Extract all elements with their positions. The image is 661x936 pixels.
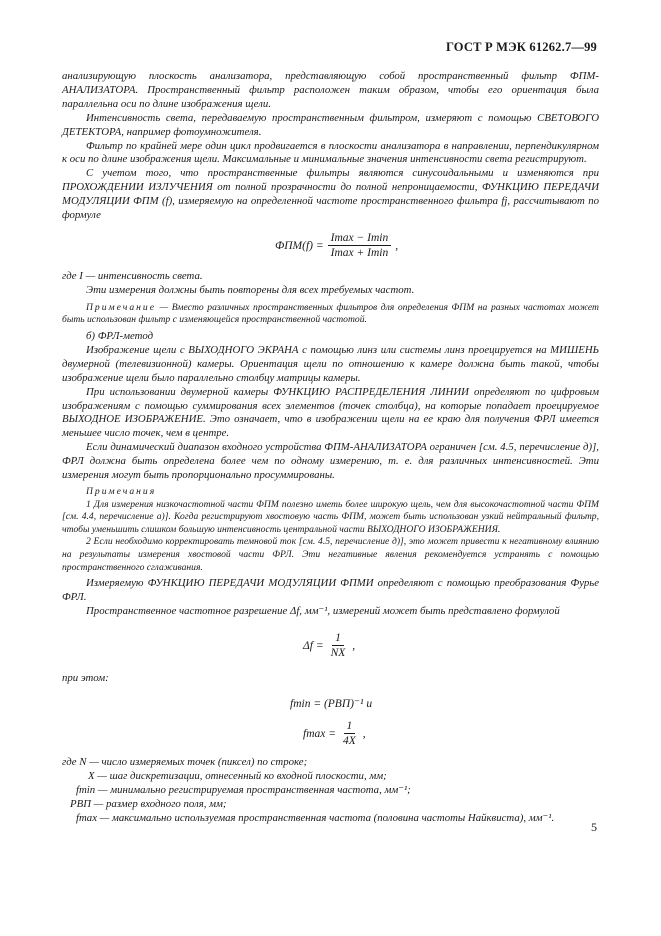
paragraph: С учетом того, что пространственные фильтры являются синусоидальными и изменяются при ПРОХОЖДЕНИИ ИЗЛУЧЕНИЯ от полной прозрачности до полной непроницаемости, ФУНКЦИЮ ПЕРЕДАЧИ МОДУЛЯЦИИ ФПМ (f), измеряемую на определенной частоте пространственного фильтра fj, рассчитывают по формуле (62, 167, 599, 222)
text-block-short (62, 672, 599, 686)
paragraph: где I — интенсивность света. (62, 270, 203, 282)
note-text: — Вместо различных пространственных фильтров для определения ФПМ на разных частотах может быть использован фильтр с изменяющейся пространственной частотой. (62, 301, 599, 326)
paragraph: анализирующую плоскость анализатора, представляющую собой пространственный фильтр ФПМ-АНАЛИЗАТОРА. Пространственный фильтр расположен таким образом, чтобы его ориентация была параллельна оси по длине изображения щели. (62, 70, 599, 110)
formula-tail: , (395, 239, 399, 252)
definition-item: X — шаг дискретизации, отнесенный ко входной плоскости, мм; (88, 769, 387, 782)
page-number: 5 (591, 820, 597, 834)
definition-item: РВП — размер входного поля, мм; (70, 797, 227, 810)
fraction-denominator: 4X (343, 735, 356, 747)
formula-lhs: Δf = (303, 639, 324, 652)
paragraph: Пространственное частотное разрешение Δf, мм⁻¹, измерений может быть представлено формулой (86, 604, 560, 617)
fraction-denominator: Imax + Imin (330, 247, 389, 259)
fraction-numerator: 1 (344, 720, 356, 734)
fraction (340, 720, 359, 747)
text-block-middle (62, 270, 599, 619)
note: 1 Для измерения низкочастотной части ФПМ полезно иметь более широкую щель, чем для высокочастотной части ФПМ [см. 4.4, перечисление а)]. Когда регистрируют хвостовую часть ФПМ, может быть использован узкий нейтральный фильтр, чтобы уменьшить слишком большую интенсивность центральной части ВЫХОДНОГО ИЗОБРАЖЕНИЯ. (62, 498, 599, 535)
fraction-numerator: Imax − Imin (328, 232, 392, 246)
fraction-numerator: 1 (332, 632, 344, 646)
definitions-list (62, 756, 599, 826)
fraction (328, 232, 392, 259)
paragraph: при этом: (62, 672, 109, 684)
fraction-denominator: NX (330, 647, 346, 659)
paragraph: Измеряемую ФУНКЦИЮ ПЕРЕДАЧИ МОДУЛЯЦИИ ФПМИ определяют с помощью преобразования Фурье ФРЛ. (62, 577, 599, 604)
paragraph: Изображение щели с ВЫХОДНОГО ЭКРАНА с помощью линз или системы линз проецируется на МИШЕНЬ двумерной (телевизионной) камеры. Ориентация щели по отношению к камере должна быть такой, чтобы изображение щели было параллельно столбцу матрицы камеры. (62, 343, 599, 384)
note (62, 302, 599, 327)
document-header: ГОСТ Р МЭК 61262.7—99 (445, 40, 597, 54)
formula-mtf (275, 232, 398, 259)
formula-tail: , (352, 639, 356, 652)
formula-fmax (303, 720, 366, 747)
definition-item: где N — число измеряемых точек (пиксел) по строке; (62, 756, 308, 768)
formula-tail: , (362, 727, 366, 740)
note-heading: Примечание (86, 301, 156, 313)
paragraph: Фильтр по крайней мере один цикл продвигается в плоскости анализатора в направлении, перпендикулярном к оси по длине изображения щели. Максимальные и минимальные значения интенсивности света регистрируют. (62, 139, 599, 166)
formula-lhs: fmax = (303, 727, 336, 740)
notes-heading: Примечания (86, 485, 157, 497)
note: 2 Если необходимо корректировать темновой ток [см. 4.5, перечисление д)], это может привести к негативному влиянию на результаты измерения хвостовой части ФРЛ. Эти негативные явления рекомендуется устранять с помощью пространственного сглаживания. (62, 536, 599, 573)
section-heading: б) ФРЛ-метод (86, 330, 154, 342)
text-block-top (62, 70, 599, 223)
formula-fmin (290, 696, 372, 710)
paragraph: Интенсивность света, передаваемую пространственным фильтром, измеряют с помощью СВЕТОВОГО ДЕТЕКТОРА, например фотоумножителя. (62, 111, 599, 138)
paragraph: Если динамический диапазон входного устройства ФПМ-АНАЛИЗАТОРА ограничен [см. 4.5, перечисление д)], ФРЛ должна быть определена более чем по одному измерению, т. е. для различных интенсивностей. Эти измерения могут быть пропорционально просуммированы. (62, 441, 599, 482)
formula-lhs: ФПМ(f) = (275, 239, 324, 252)
definition-item: fmax — максимально используемая пространственная частота (половина частоты Найквиста), мм⁻¹. (76, 811, 555, 824)
definition-item: fmin — минимально регистрируемая пространственная частота, мм⁻¹; (76, 783, 411, 796)
fraction (328, 632, 349, 659)
formula-text: fmin = (РВП)⁻¹ и (290, 698, 373, 710)
paragraph: Эти измерения должны быть повторены для всех требуемых частот. (86, 283, 415, 296)
paragraph: При использовании двумерной камеры ФУНКЦИЮ РАСПРЕДЕЛЕНИЯ ЛИНИИ определяют по цифровым изображениям с помощью суммирования всех элементов (точек столбца), на которые попадает проецируемое ВЫХОДНОЕ ИЗОБРАЖЕНИЕ. Это означает, что в изображении щели на ее краю для получения ФРЛ имеется меньшее число точек, чем в центре. (62, 385, 599, 440)
formula-resolution (303, 632, 355, 659)
